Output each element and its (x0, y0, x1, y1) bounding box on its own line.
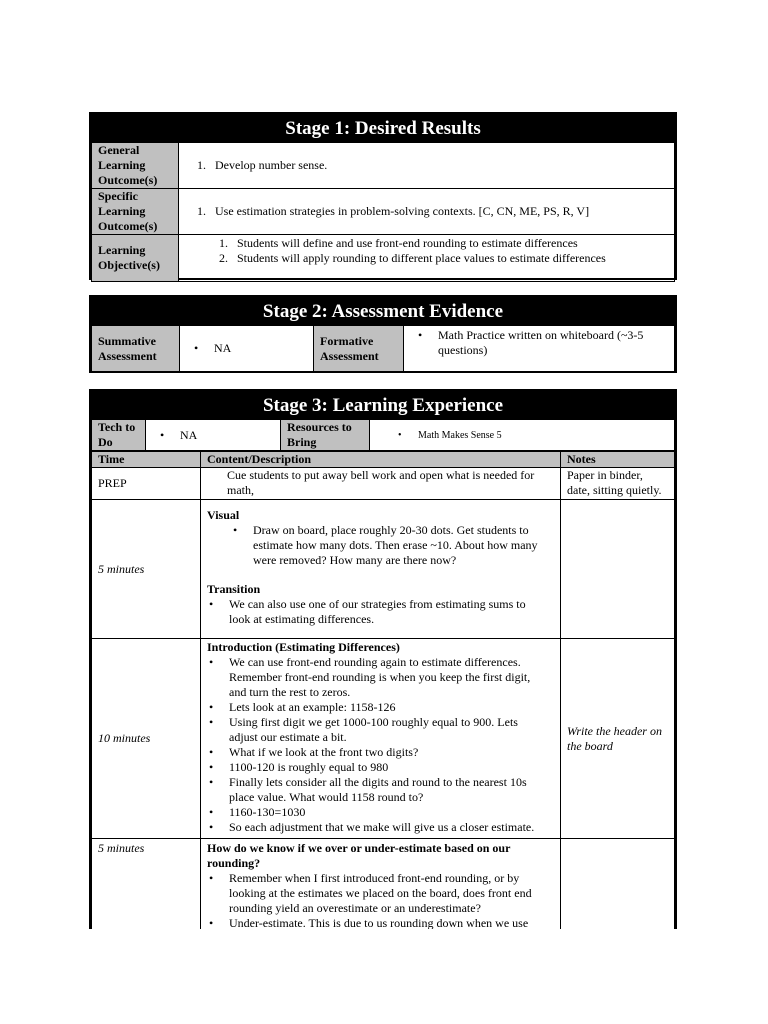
intro-bullet: • So each adjustment that we make will give us a closer estimate. (227, 820, 546, 835)
general-outcome-cell (179, 143, 675, 189)
summative-value: • NA (212, 341, 307, 356)
row2-content (201, 500, 561, 639)
row3-content (201, 639, 561, 839)
formative-label: Formative Assessment (314, 326, 404, 372)
summative-label: Summative Assessment (92, 326, 180, 372)
learning-objective-item: 2. Students will apply rounding to different place values to estimate differences (231, 251, 668, 266)
prep-content-text: Cue students to put away bell work and open what is needed for math, (227, 468, 535, 497)
intro-bullet: • 1160-130=1030 (227, 805, 546, 820)
visual-heading: Visual (207, 508, 240, 522)
stage3-table (89, 389, 677, 929)
resources-cell (370, 420, 675, 451)
stage2-table (89, 295, 677, 373)
resources-value: • Math Makes Sense 5 (416, 428, 668, 443)
stage1-title: Stage 1: Desired Results (91, 114, 675, 142)
summative-cell (180, 326, 314, 372)
col-notes-header: Notes (561, 452, 675, 468)
row4-notes (561, 839, 675, 930)
rounding-bullet: • Under-estimate. This is due to us rounding down when we use (227, 916, 546, 929)
prep-content (201, 468, 561, 500)
row2-time: 5 minutes (92, 500, 201, 639)
stage1-table (89, 112, 677, 280)
intro-bullet: • What if we look at the front two digits? (227, 745, 546, 760)
transition-heading: Transition (207, 582, 261, 596)
transition-bullet: • We can also use one of our strategies from estimating sums to look at estimating differences. (227, 597, 546, 627)
intro-bullet: • Using first digit we get 1000-100 roughly equal to 900. Lets adjust our estimate a bit. (227, 715, 546, 745)
visual-bullet: • Draw on board, place roughly 20-30 dots. Get students to estimate how many dots. Then erase ~10. About how many were removed? How many are there now? (251, 523, 546, 568)
col-content-header: Content/Description (201, 452, 561, 468)
prep-time: PREP (92, 468, 201, 500)
general-outcome-item: 1. Develop number sense. (209, 158, 668, 173)
formative-cell (404, 326, 675, 372)
intro-bullet: • We can use front-end rounding again to estimate differences. Remember front-end rounding is when you keep the first digit, and turn the rest to zeros. (227, 655, 546, 700)
rounding-heading: How do we know if we over or under-estimate based on our rounding? (207, 841, 511, 870)
row4-time: 5 minutes (92, 839, 201, 930)
learning-objective-label: Learning Objective(s) (92, 235, 179, 282)
row3-time: 10 minutes (92, 639, 201, 839)
learning-objective-item: 1. Students will define and use front-end rounding to estimate differences (231, 236, 668, 251)
resources-label: Resources to Bring (281, 420, 370, 451)
row3-notes: Write the header on the board (561, 639, 675, 839)
learning-objective-cell (179, 235, 675, 282)
tech-cell (146, 420, 281, 451)
intro-bullet: • 1100-120 is roughly equal to 980 (227, 760, 546, 775)
rounding-bullet: • Remember when I first introduced front-end rounding, or by looking at the estimates we placed on the board, does front end rounding yield an overestimate or an underestimate? (227, 871, 546, 916)
general-outcome-label: General Learning Outcome(s) (92, 143, 179, 189)
intro-bullet: • Lets look at an example: 1158-126 (227, 700, 546, 715)
specific-outcome-label: Specific Learning Outcome(s) (92, 189, 179, 235)
intro-heading: Introduction (Estimating Differences) (207, 640, 400, 654)
row2-notes (561, 500, 675, 639)
prep-notes: Paper in binder, date, sitting quietly. (561, 468, 675, 500)
row4-content (201, 839, 561, 930)
stage2-title: Stage 2: Assessment Evidence (91, 297, 675, 325)
specific-outcome-item: 1. Use estimation strategies in problem-solving contexts. [C, CN, ME, PS, R, V] (209, 204, 668, 219)
specific-outcome-cell (179, 189, 675, 235)
tech-label: Tech to Do (92, 420, 146, 451)
intro-bullet: • Finally lets consider all the digits and round to the nearest 10s place value. What would 1158 round to? (227, 775, 546, 805)
formative-value: • Math Practice written on whiteboard (~3-5 questions) (436, 328, 668, 358)
stage3-title: Stage 3: Learning Experience (91, 391, 675, 419)
col-time-header: Time (92, 452, 201, 468)
tech-value: • NA (178, 428, 274, 443)
